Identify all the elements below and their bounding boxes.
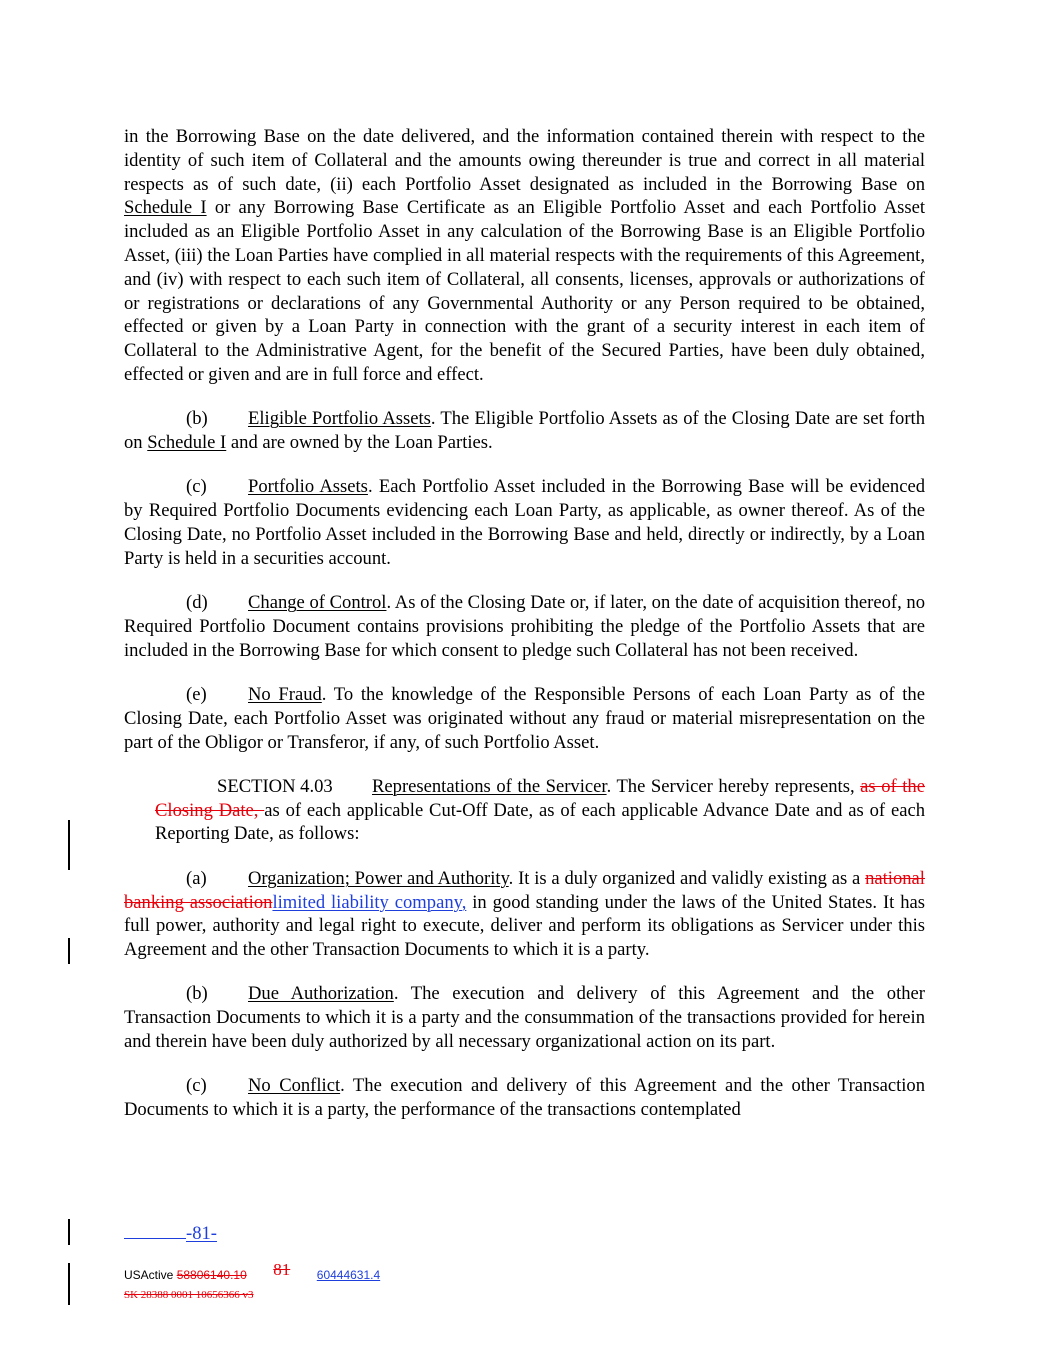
deleted-page-number: 81	[273, 1260, 291, 1279]
schedule-reference: Schedule I	[124, 197, 207, 219]
change-bar	[68, 820, 70, 870]
section-heading: Representations of the Servicer	[372, 775, 607, 797]
paragraph-b	[124, 407, 925, 455]
section-4-03	[155, 775, 925, 846]
paragraph-text: . Each Portfolio Asset included in the Borrowing Base will be evidenced by Required Portfolio Documents evidencing each Loan Party, as applicable, as owner thereof. As of the Closing Date, no Portfolio Asset included in the Borrowing Base and held, directly or indirectly, by a Loan Party is held in a securities account.	[124, 476, 925, 569]
inserted-doc-id: 60444631.4	[316, 1268, 381, 1282]
paragraph-text: . The execution and delivery of this Agreement and the other Transaction Documents to which it is a party, the performance of the transactions contemplated	[124, 1075, 926, 1121]
schedule-reference: Schedule I	[147, 432, 227, 454]
paragraph-text: . The execution and delivery of this Agreement and the other Transaction Documents to which it is a party and the consummation of the transactions provided for herein and therein have been duly authorized by all necessary organizational action on its part.	[124, 983, 925, 1052]
page-number	[124, 1222, 217, 1245]
deleted-sk-reference: SK 28388 0001 10656366 v3	[124, 1289, 254, 1301]
paragraph-number: (e)	[186, 683, 207, 705]
paragraph-e	[124, 683, 925, 754]
deleted-text: as of the Closing Date,	[155, 775, 925, 821]
paragraph-text: . The Servicer hereby represents,	[606, 775, 861, 797]
paragraph-text: in good standing under the laws of the United States. It has full power, authority and legal right to execute, deliver and perform its obligations as Servicer under this Agreement and the other Transaction Documents to which it is a party.	[124, 891, 925, 961]
change-bar	[68, 1219, 70, 1245]
paragraph-heading: Due Authorization	[248, 983, 394, 1005]
paragraph-heading: Organization; Power and Authority	[248, 867, 509, 889]
servicer-paragraph-a	[124, 867, 925, 962]
paragraph-c	[124, 475, 925, 570]
paragraph-number: (a)	[186, 867, 207, 889]
page-number-text: -81-	[186, 1223, 217, 1244]
document-footer	[124, 1260, 381, 1282]
paragraph-text: . To the knowledge of the Responsible Persons of each Loan Party as of the Closing Date, each Portfolio Asset was originated without any fraud or material misrepresentation on the part of the Obligor or Transferor, if any, of such Portfolio Asset.	[124, 683, 925, 753]
paragraph-text: . As of the Closing Date or, if later, on the date of acquisition thereof, no Required Portfolio Document contains provisions prohibiting the pledge of the Portfolio Assets that are included in the Borrowing Base for which consent to pledge such Collateral has not been received.	[124, 592, 925, 661]
paragraph-number: (c)	[186, 476, 207, 498]
inserted-text: limited liability company,	[272, 891, 467, 913]
paragraph-text: as of each applicable Cut-Off Date, as of each applicable Advance Date and as of each Reporting Date, as follows:	[155, 799, 925, 845]
paragraph-number: (c)	[186, 1075, 207, 1097]
paragraph-heading: Eligible Portfolio Assets	[248, 408, 431, 430]
paragraph-number: (b)	[186, 408, 208, 430]
paragraph-text: or any Borrowing Base Certificate as an Eligible Portfolio Asset and each Portfolio Asset included as an Eligible Portfolio Asset in any calculation of the Borrowing Base is an Eligible Portfolio Asset, (iii) the Loan Parties have complied in all material respects with the requirements of this Agreement, and (iv) with respect to each such item of Collateral, all consents, licenses, approvals or authorizations of or registrations or declarations of any Governmental Authority or any Person required to be obtained, effected or given by a Loan Party in connection with the grant of a security interest in each item of Collateral to the Administrative Agent, for the benefit of the Secured Parties, have been duly obtained, effected or given and are in full force and effect.	[124, 197, 926, 385]
paragraph-text: . The Eligible Portfolio Assets as of the Closing Date are set forth on	[124, 408, 925, 454]
deleted-doc-id: 58806140.10	[176, 1268, 247, 1282]
paragraph-heading: Change of Control	[248, 592, 387, 614]
paragraph-text: in the Borrowing Base on the date delivered, and the information contained therein with respect to the identity of such item of Collateral and the amounts owing thereunder is true and correct in all material respects as of such date, (ii) each Portfolio Asset designated as included in the Borrowing Base on	[124, 126, 925, 195]
footer-label: USActive	[124, 1268, 177, 1282]
opening-paragraph	[124, 125, 925, 387]
paragraph-heading: No Fraud	[248, 683, 322, 705]
change-bar	[68, 1263, 70, 1305]
section-number: SECTION 4.03	[217, 775, 333, 797]
paragraph-heading: No Conflict	[248, 1075, 341, 1097]
paragraph-heading: Portfolio Assets	[248, 476, 368, 498]
paragraph-text: . It is a duly organized and validly existing as a	[508, 867, 866, 889]
servicer-paragraph-c	[124, 1074, 925, 1122]
deleted-text: national banking association	[124, 867, 925, 913]
change-bar	[68, 938, 70, 964]
paragraph-number: (d)	[186, 592, 208, 614]
paragraph-text: and are owned by the Loan Parties.	[226, 432, 493, 454]
paragraph-number: (b)	[186, 983, 208, 1005]
document-body	[124, 125, 925, 1122]
paragraph-d	[124, 591, 925, 662]
servicer-paragraph-b	[124, 982, 925, 1053]
inserted-tab	[124, 1222, 186, 1239]
